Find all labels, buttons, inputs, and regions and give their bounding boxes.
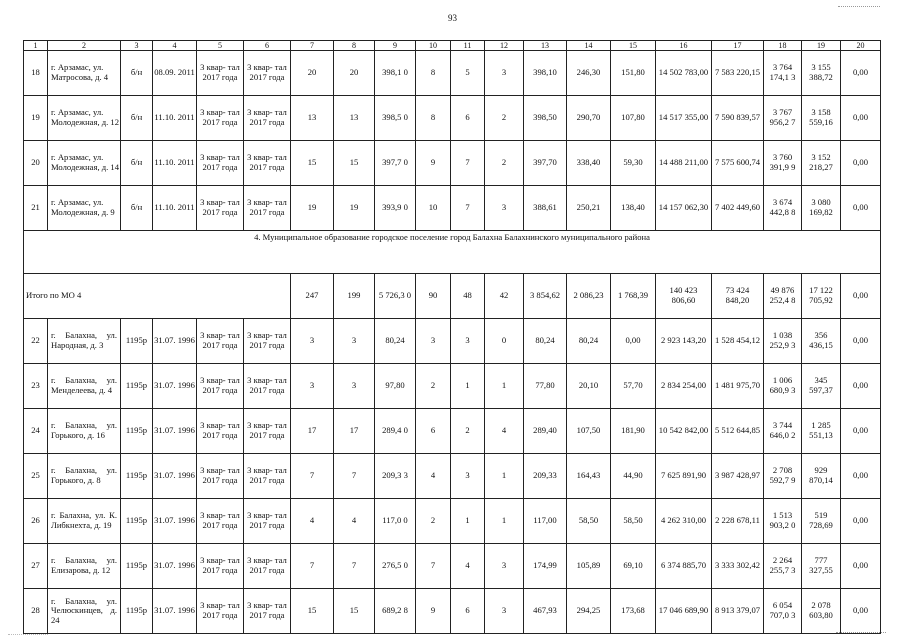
column-number: 12 <box>485 41 524 51</box>
area-cell: 117,0 0 <box>375 499 416 544</box>
value-cell: 10 <box>416 186 451 231</box>
table-row <box>24 544 881 589</box>
column-number: 16 <box>656 41 712 51</box>
amount-cell: 3 760 391,9 9 <box>764 141 802 186</box>
amount-cell: 3 080 169,82 <box>802 186 841 231</box>
amount-cell: 0,00 <box>841 499 881 544</box>
area-cell: 393,9 0 <box>375 186 416 231</box>
value-cell: 7 <box>291 544 334 589</box>
area-cell: 398,50 <box>524 96 567 141</box>
plan-end-cell: 3 квар- тал 2017 года <box>244 364 291 409</box>
value-cell: 6 <box>416 409 451 454</box>
value-cell: 13 <box>334 96 375 141</box>
plan-start-cell: 3 квар- тал 2017 года <box>197 499 244 544</box>
value-cell: 3 <box>485 186 524 231</box>
table-row <box>24 409 881 454</box>
value-cell: 3 <box>416 319 451 364</box>
amount-cell: 3 333 302,42 <box>712 544 764 589</box>
total-value: 5 726,3 0 <box>375 274 416 319</box>
row-number: 22 <box>24 319 48 364</box>
amount-cell: 14 157 062,30 <box>656 186 712 231</box>
row-number: 24 <box>24 409 48 454</box>
area-cell: 398,5 0 <box>375 96 416 141</box>
column-number: 10 <box>416 41 451 51</box>
area-cell: 138,40 <box>611 186 656 231</box>
column-number: 8 <box>334 41 375 51</box>
address-cell: г. Балахна, ул. Елизарова, д. 12 <box>48 544 121 589</box>
column-number: 19 <box>802 41 841 51</box>
amount-cell: 3 987 428,97 <box>712 454 764 499</box>
document-cell: б/н <box>121 186 153 231</box>
total-label: Итого по МО 4 <box>24 274 291 319</box>
amount-cell: 3 764 174,1 3 <box>764 51 802 96</box>
value-cell: 5 <box>451 51 485 96</box>
document-cell: 1195р <box>121 364 153 409</box>
value-cell: 17 <box>334 409 375 454</box>
amount-cell: 0,00 <box>841 319 881 364</box>
column-number: 3 <box>121 41 153 51</box>
total-value: 2 086,23 <box>567 274 611 319</box>
amount-cell: 929 870,14 <box>802 454 841 499</box>
address-cell: г. Балахна, ул. Горького, д. 16 <box>48 409 121 454</box>
amount-cell: 14 488 211,00 <box>656 141 712 186</box>
value-cell: 1 <box>485 364 524 409</box>
plan-end-cell: 3 квар- тал 2017 года <box>244 499 291 544</box>
value-cell: 2 <box>416 499 451 544</box>
area-cell: 174,99 <box>524 544 567 589</box>
value-cell: 1 <box>485 454 524 499</box>
area-cell: 397,70 <box>524 141 567 186</box>
value-cell: 7 <box>334 454 375 499</box>
total-value: 140 423 806,60 <box>656 274 712 319</box>
date-cell: 31.07. 1996 <box>153 454 197 499</box>
table-row <box>24 499 881 544</box>
area-cell: 398,10 <box>524 51 567 96</box>
document-cell: б/н <box>121 51 153 96</box>
value-cell: 7 <box>451 141 485 186</box>
area-cell: 209,33 <box>524 454 567 499</box>
area-cell: 57,70 <box>611 364 656 409</box>
table-row <box>24 319 881 364</box>
amount-cell: 4 262 310,00 <box>656 499 712 544</box>
date-cell: 11.10. 2011 <box>153 96 197 141</box>
plan-end-cell: 3 квар- тал 2017 года <box>244 454 291 499</box>
value-cell: 19 <box>291 186 334 231</box>
area-cell: 0,00 <box>611 319 656 364</box>
area-cell: 689,2 8 <box>375 589 416 634</box>
amount-cell: 345 597,37 <box>802 364 841 409</box>
plan-start-cell: 3 квар- тал 2017 года <box>197 319 244 364</box>
value-cell: 3 <box>334 364 375 409</box>
total-value: 199 <box>334 274 375 319</box>
amount-cell: 14 502 783,00 <box>656 51 712 96</box>
column-number: 5 <box>197 41 244 51</box>
amount-cell: 10 542 842,00 <box>656 409 712 454</box>
total-value: 48 <box>451 274 485 319</box>
value-cell: 7 <box>451 186 485 231</box>
area-cell: 107,80 <box>611 96 656 141</box>
row-number: 21 <box>24 186 48 231</box>
amount-cell: 0,00 <box>841 544 881 589</box>
value-cell: 15 <box>334 589 375 634</box>
amount-cell: 0,00 <box>841 454 881 499</box>
area-cell: 105,89 <box>567 544 611 589</box>
amount-cell: 519 728,69 <box>802 499 841 544</box>
value-cell: 4 <box>416 454 451 499</box>
date-cell: 31.07. 1996 <box>153 589 197 634</box>
date-cell: 08.09. 2011 <box>153 51 197 96</box>
amount-cell: 777 327,55 <box>802 544 841 589</box>
area-cell: 250,21 <box>567 186 611 231</box>
total-value: 42 <box>485 274 524 319</box>
value-cell: 20 <box>334 51 375 96</box>
value-cell: 9 <box>416 589 451 634</box>
date-cell: 11.10. 2011 <box>153 186 197 231</box>
column-number: 20 <box>841 41 881 51</box>
row-number: 27 <box>24 544 48 589</box>
document-cell: 1195р <box>121 319 153 364</box>
area-cell: 173,68 <box>611 589 656 634</box>
area-cell: 151,80 <box>611 51 656 96</box>
date-cell: 11.10. 2011 <box>153 141 197 186</box>
value-cell: 2 <box>451 409 485 454</box>
total-value: 90 <box>416 274 451 319</box>
amount-cell: 7 625 891,90 <box>656 454 712 499</box>
area-cell: 276,5 0 <box>375 544 416 589</box>
date-cell: 31.07. 1996 <box>153 319 197 364</box>
total-value: 1 768,39 <box>611 274 656 319</box>
area-cell: 289,40 <box>524 409 567 454</box>
amount-cell: 3 158 559,16 <box>802 96 841 141</box>
document-cell: б/н <box>121 96 153 141</box>
plan-end-cell: 3 квар- тал 2017 года <box>244 589 291 634</box>
column-number: 14 <box>567 41 611 51</box>
area-cell: 397,7 0 <box>375 141 416 186</box>
document-cell: 1195р <box>121 409 153 454</box>
value-cell: 3 <box>485 589 524 634</box>
value-cell: 15 <box>334 141 375 186</box>
area-cell: 80,24 <box>524 319 567 364</box>
plan-start-cell: 3 квар- тал 2017 года <box>197 589 244 634</box>
plan-end-cell: 3 квар- тал 2017 года <box>244 319 291 364</box>
amount-cell: 0,00 <box>841 51 881 96</box>
table-row <box>24 141 881 186</box>
table-row <box>24 364 881 409</box>
total-value: 17 122 705,92 <box>802 274 841 319</box>
amount-cell: 14 517 355,00 <box>656 96 712 141</box>
amount-cell: 3 744 646,0 2 <box>764 409 802 454</box>
scan-mark-bottom-left <box>8 634 48 635</box>
value-cell: 3 <box>291 364 334 409</box>
total-value: 247 <box>291 274 334 319</box>
area-cell: 294,25 <box>567 589 611 634</box>
address-cell: г. Балахна, ул. Челюскинцев, д. 24 <box>48 589 121 634</box>
value-cell: 0 <box>485 319 524 364</box>
value-cell: 4 <box>291 499 334 544</box>
area-cell: 97,80 <box>375 364 416 409</box>
column-number: 4 <box>153 41 197 51</box>
area-cell: 290,70 <box>567 96 611 141</box>
amount-cell: 2 834 254,00 <box>656 364 712 409</box>
plan-start-cell: 3 квар- тал 2017 года <box>197 409 244 454</box>
address-cell: г. Арзамас, ул. Матросова, д. 4 <box>48 51 121 96</box>
area-cell: 77,80 <box>524 364 567 409</box>
plan-end-cell: 3 квар- тал 2017 года <box>244 96 291 141</box>
amount-cell: 17 046 689,90 <box>656 589 712 634</box>
column-number: 11 <box>451 41 485 51</box>
address-cell: г. Балахна, ул. Народная, д. 3 <box>48 319 121 364</box>
row-number: 26 <box>24 499 48 544</box>
date-cell: 31.07. 1996 <box>153 409 197 454</box>
amount-cell: 7 583 220,15 <box>712 51 764 96</box>
column-number: 17 <box>712 41 764 51</box>
plan-end-cell: 3 квар- тал 2017 года <box>244 409 291 454</box>
column-number: 7 <box>291 41 334 51</box>
value-cell: 1 <box>451 364 485 409</box>
amount-cell: 2 078 603,80 <box>802 589 841 634</box>
document-cell: 1195р <box>121 544 153 589</box>
value-cell: 3 <box>334 319 375 364</box>
row-number: 20 <box>24 141 48 186</box>
document-cell: 1195р <box>121 499 153 544</box>
value-cell: 3 <box>485 544 524 589</box>
amount-cell: 1 513 903,2 0 <box>764 499 802 544</box>
value-cell: 17 <box>291 409 334 454</box>
value-cell: 19 <box>334 186 375 231</box>
amount-cell: 2 228 678,11 <box>712 499 764 544</box>
amount-cell: 0,00 <box>841 96 881 141</box>
amount-cell: 0,00 <box>841 186 881 231</box>
row-number: 23 <box>24 364 48 409</box>
plan-end-cell: 3 квар- тал 2017 года <box>244 544 291 589</box>
column-number-row <box>24 41 881 51</box>
value-cell: 3 <box>485 51 524 96</box>
plan-start-cell: 3 квар- тал 2017 года <box>197 454 244 499</box>
value-cell: 15 <box>291 589 334 634</box>
value-cell: 7 <box>416 544 451 589</box>
column-number: 9 <box>375 41 416 51</box>
value-cell: 15 <box>291 141 334 186</box>
amount-cell: 2 923 143,20 <box>656 319 712 364</box>
row-number: 18 <box>24 51 48 96</box>
area-cell: 164,43 <box>567 454 611 499</box>
value-cell: 7 <box>291 454 334 499</box>
amount-cell: 7 575 600,74 <box>712 141 764 186</box>
area-cell: 69,10 <box>611 544 656 589</box>
amount-cell: 0,00 <box>841 409 881 454</box>
date-cell: 31.07. 1996 <box>153 364 197 409</box>
column-number: 6 <box>244 41 291 51</box>
table-row <box>24 96 881 141</box>
address-cell: г. Арзамас, ул. Молодежная, д. 14 <box>48 141 121 186</box>
plan-end-cell: 3 квар- тал 2017 года <box>244 186 291 231</box>
document-cell: 1195р <box>121 589 153 634</box>
value-cell: 8 <box>416 51 451 96</box>
value-cell: 13 <box>291 96 334 141</box>
area-cell: 107,50 <box>567 409 611 454</box>
column-number: 15 <box>611 41 656 51</box>
address-cell: г. Балахна, ул. Горького, д. 8 <box>48 454 121 499</box>
amount-cell: 5 512 644,85 <box>712 409 764 454</box>
area-cell: 80,24 <box>375 319 416 364</box>
value-cell: 2 <box>485 96 524 141</box>
plan-start-cell: 3 квар- тал 2017 года <box>197 51 244 96</box>
row-number: 19 <box>24 96 48 141</box>
value-cell: 4 <box>485 409 524 454</box>
column-number: 1 <box>24 41 48 51</box>
total-value: 3 854,62 <box>524 274 567 319</box>
value-cell: 7 <box>334 544 375 589</box>
amount-cell: 356 436,15 <box>802 319 841 364</box>
plan-end-cell: 3 квар- тал 2017 года <box>244 51 291 96</box>
amount-cell: 1 006 680,9 3 <box>764 364 802 409</box>
area-cell: 20,10 <box>567 364 611 409</box>
value-cell: 3 <box>451 454 485 499</box>
amount-cell: 8 913 379,07 <box>712 589 764 634</box>
total-value: 0,00 <box>841 274 881 319</box>
area-cell: 246,30 <box>567 51 611 96</box>
plan-start-cell: 3 квар- тал 2017 года <box>197 141 244 186</box>
value-cell: 2 <box>416 364 451 409</box>
amount-cell: 2 264 255,7 3 <box>764 544 802 589</box>
value-cell: 8 <box>416 96 451 141</box>
value-cell: 3 <box>451 319 485 364</box>
plan-start-cell: 3 квар- тал 2017 года <box>197 96 244 141</box>
amount-cell: 6 374 885,70 <box>656 544 712 589</box>
date-cell: 31.07. 1996 <box>153 544 197 589</box>
area-cell: 59,30 <box>611 141 656 186</box>
area-cell: 80,24 <box>567 319 611 364</box>
page-number: 93 <box>448 13 457 23</box>
area-cell: 388,61 <box>524 186 567 231</box>
address-cell: г. Балахна, ул. К. Либкнехта, д. 19 <box>48 499 121 544</box>
area-cell: 209,3 3 <box>375 454 416 499</box>
amount-cell: 3 155 388,72 <box>802 51 841 96</box>
amount-cell: 1 285 551,13 <box>802 409 841 454</box>
value-cell: 6 <box>451 96 485 141</box>
amount-cell: 3 152 218,27 <box>802 141 841 186</box>
value-cell: 4 <box>451 544 485 589</box>
document-cell: 1195р <box>121 454 153 499</box>
total-value: 49 876 252,4 8 <box>764 274 802 319</box>
amount-cell: 0,00 <box>841 141 881 186</box>
section-title: 4. Муниципальное образование городское поселение город Балахна Балахнинского муниципального района <box>24 231 881 274</box>
column-number: 2 <box>48 41 121 51</box>
total-row <box>24 274 881 319</box>
area-cell: 58,50 <box>567 499 611 544</box>
area-cell: 338,40 <box>567 141 611 186</box>
column-number: 13 <box>524 41 567 51</box>
amount-cell: 3 767 956,2 7 <box>764 96 802 141</box>
value-cell: 6 <box>451 589 485 634</box>
table-row <box>24 589 881 634</box>
amount-cell: 6 054 707,0 3 <box>764 589 802 634</box>
area-cell: 44,90 <box>611 454 656 499</box>
value-cell: 3 <box>291 319 334 364</box>
area-cell: 467,93 <box>524 589 567 634</box>
plan-start-cell: 3 квар- тал 2017 года <box>197 544 244 589</box>
area-cell: 117,00 <box>524 499 567 544</box>
date-cell: 31.07. 1996 <box>153 499 197 544</box>
scan-mark <box>838 6 880 7</box>
amount-cell: 1 038 252,9 3 <box>764 319 802 364</box>
address-cell: г. Балахна, ул. Менделеева, д. 4 <box>48 364 121 409</box>
plan-start-cell: 3 квар- тал 2017 года <box>197 364 244 409</box>
value-cell: 1 <box>485 499 524 544</box>
data-table <box>23 40 881 634</box>
column-number: 18 <box>764 41 802 51</box>
row-number: 28 <box>24 589 48 634</box>
area-cell: 181,90 <box>611 409 656 454</box>
table-row <box>24 454 881 499</box>
plan-start-cell: 3 квар- тал 2017 года <box>197 186 244 231</box>
amount-cell: 7 402 449,60 <box>712 186 764 231</box>
amount-cell: 1 528 454,12 <box>712 319 764 364</box>
amount-cell: 7 590 839,57 <box>712 96 764 141</box>
total-value: 73 424 848,20 <box>712 274 764 319</box>
value-cell: 9 <box>416 141 451 186</box>
value-cell: 20 <box>291 51 334 96</box>
table-row <box>24 186 881 231</box>
plan-end-cell: 3 квар- тал 2017 года <box>244 141 291 186</box>
address-cell: г. Арзамас, ул. Молодежная, д. 12 <box>48 96 121 141</box>
table-row <box>24 51 881 96</box>
area-cell: 398,1 0 <box>375 51 416 96</box>
value-cell: 2 <box>485 141 524 186</box>
value-cell: 1 <box>451 499 485 544</box>
amount-cell: 0,00 <box>841 589 881 634</box>
section-row <box>24 231 881 274</box>
amount-cell: 1 481 975,70 <box>712 364 764 409</box>
address-cell: г. Арзамас, ул. Молодежная, д. 9 <box>48 186 121 231</box>
row-number: 25 <box>24 454 48 499</box>
amount-cell: 0,00 <box>841 364 881 409</box>
area-cell: 289,4 0 <box>375 409 416 454</box>
value-cell: 4 <box>334 499 375 544</box>
amount-cell: 2 708 592,7 9 <box>764 454 802 499</box>
area-cell: 58,50 <box>611 499 656 544</box>
document-cell: б/н <box>121 141 153 186</box>
amount-cell: 3 674 442,8 8 <box>764 186 802 231</box>
